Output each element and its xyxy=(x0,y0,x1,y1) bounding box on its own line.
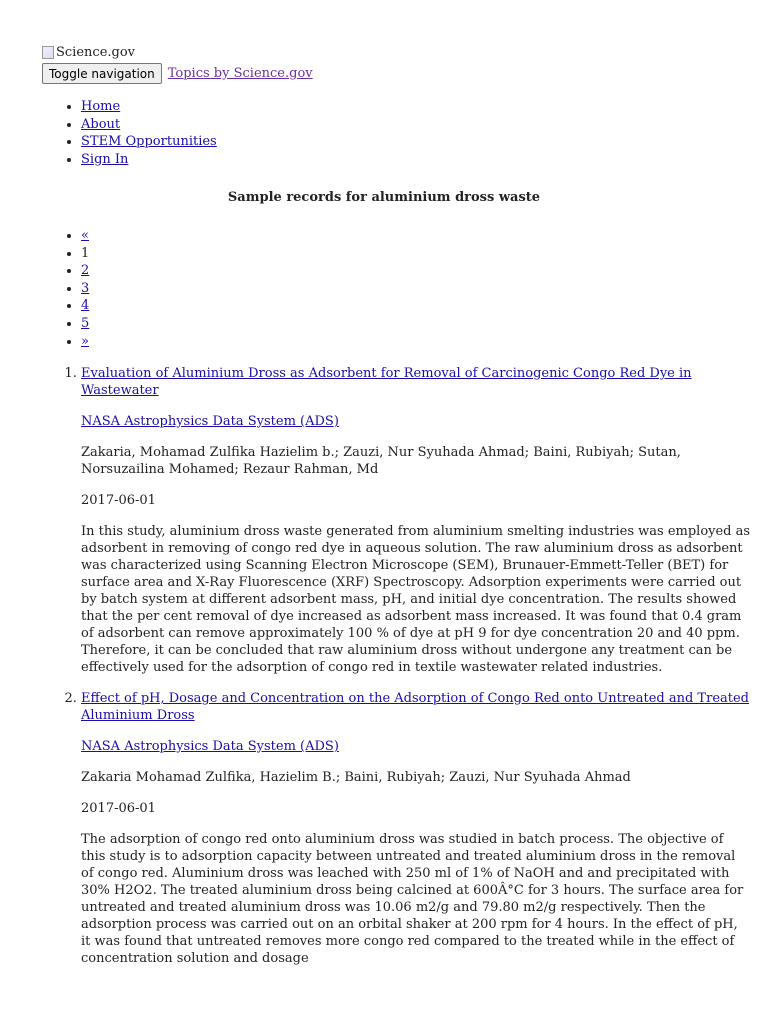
nav-item-stem xyxy=(81,133,217,151)
nav-link-about[interactable]: About xyxy=(81,116,121,132)
record-source-link[interactable]: NASA Astrophysics Data System (ADS) xyxy=(81,739,339,754)
record-title-link[interactable]: Effect of pH, Dosage and Concentration on the Adsorption of Congo Red onto Untreated and Treated Aluminium Dross xyxy=(81,691,749,723)
pager-item-4 xyxy=(81,297,89,315)
record-authors: Zakaria, Mohamad Zulfika Hazielim b.; Zauzi, Nur Syuhada Ahmad; Baini, Rubiyah; Sutan, Norsuzailina Mohamed; Rezaur Rahman, Md xyxy=(81,445,681,477)
nav-link-stem-opportunities[interactable]: STEM Opportunities xyxy=(81,134,217,150)
brand-link[interactable]: Topics by Science.gov xyxy=(167,66,313,81)
nav-item-about xyxy=(81,116,217,134)
pagination xyxy=(62,227,89,350)
record-title-link[interactable]: Evaluation of Aluminium Dross as Adsorbent for Removal of Carcinogenic Congo Red Dye in Wastewater xyxy=(81,366,692,398)
navbar-row xyxy=(42,63,313,84)
pager-item-current xyxy=(81,245,89,263)
pager-item-5 xyxy=(81,315,89,333)
record-abstract: The adsorption of congo red onto aluminium dross was studied in batch process. The objective of this study is to adsorption capacity between untreated and treated aluminium dross in the removal of congo red. Aluminium dross was leached with 250 ml of 1% of NaOH and and precipitated with 30% H2O2. The treated aluminium dross being calcined at 600Â°C for 3 hours. The surface area for untreated and treated aluminium dross was 10.06 m2/g and 79.80 m2/g respectively. Then the adsorption process was carried out on an orbital shaker at 200 rpm for 4 hours. In the effect of pH, it was found that untreated removes more congo red compared to the treated while in the effect of concentration solution and dosage xyxy=(81,832,744,966)
pager-prev-link[interactable]: « xyxy=(81,228,89,243)
pager-link-3[interactable]: 3 xyxy=(81,280,90,296)
record-item xyxy=(81,690,751,967)
record-authors: Zakaria Mohamad Zulfika, Hazielim B.; Baini, Rubiyah; Zauzi, Nur Syuhada Ahmad xyxy=(81,770,631,785)
record-item xyxy=(81,365,751,676)
logo[interactable] xyxy=(42,44,313,61)
pager-item-3 xyxy=(81,280,89,298)
pager-item-2 xyxy=(81,262,89,280)
main-nav xyxy=(62,98,217,168)
record-list xyxy=(62,365,751,981)
record-abstract: In this study, aluminium dross waste generated from aluminium smelting industries was employed as adsorbent in removing of congo red dye in aqueous solution. The raw aluminium dross as adsorbent was characterized using Scanning Electron Microscope (SEM), Brunauer-Emmett-Teller (BET) for surface area and X-Ray Fluorescence (XRF) Spectroscopy. Adsorption experiments were carried out by batch system at different adsorbent mass, pH, and initial dye concentration. The results showed that the per cent removal of dye increased as adsorbent mass increased. It was found that 0.4 gram of adsorbent can remove approximately 100 % of dye at pH 9 for dye concentration 20 and 40 ppm. Therefore, it can be concluded that raw aluminium dross without undergone any treatment can be effectively used for the adsorption of congo red in textile wastewater related industries. xyxy=(81,524,751,675)
page-title: Sample records for aluminium dross waste xyxy=(227,190,541,205)
nav-link-home[interactable]: Home xyxy=(81,99,121,114)
nav-item-home xyxy=(81,98,217,116)
pager-current-page: 1 xyxy=(81,245,90,261)
pager-link-5[interactable]: 5 xyxy=(81,315,90,331)
pager-item-next xyxy=(81,333,89,351)
pager-link-4[interactable]: 4 xyxy=(81,298,90,314)
record-source-link[interactable]: NASA Astrophysics Data System (ADS) xyxy=(81,414,339,429)
record-date: 2017-06-01 xyxy=(81,801,156,816)
toggle-navigation-button[interactable]: Toggle navigation xyxy=(42,63,162,84)
pager-item-prev xyxy=(81,227,89,245)
pager-link-2[interactable]: 2 xyxy=(81,263,90,279)
logo-alt-text: Science.gov xyxy=(56,45,136,60)
broken-image-icon xyxy=(42,46,54,59)
nav-item-signin xyxy=(81,151,217,169)
nav-link-sign-in[interactable]: Sign In xyxy=(81,151,129,167)
pager-next-link[interactable]: » xyxy=(81,333,89,349)
site-header xyxy=(42,44,313,84)
record-date: 2017-06-01 xyxy=(81,493,156,508)
